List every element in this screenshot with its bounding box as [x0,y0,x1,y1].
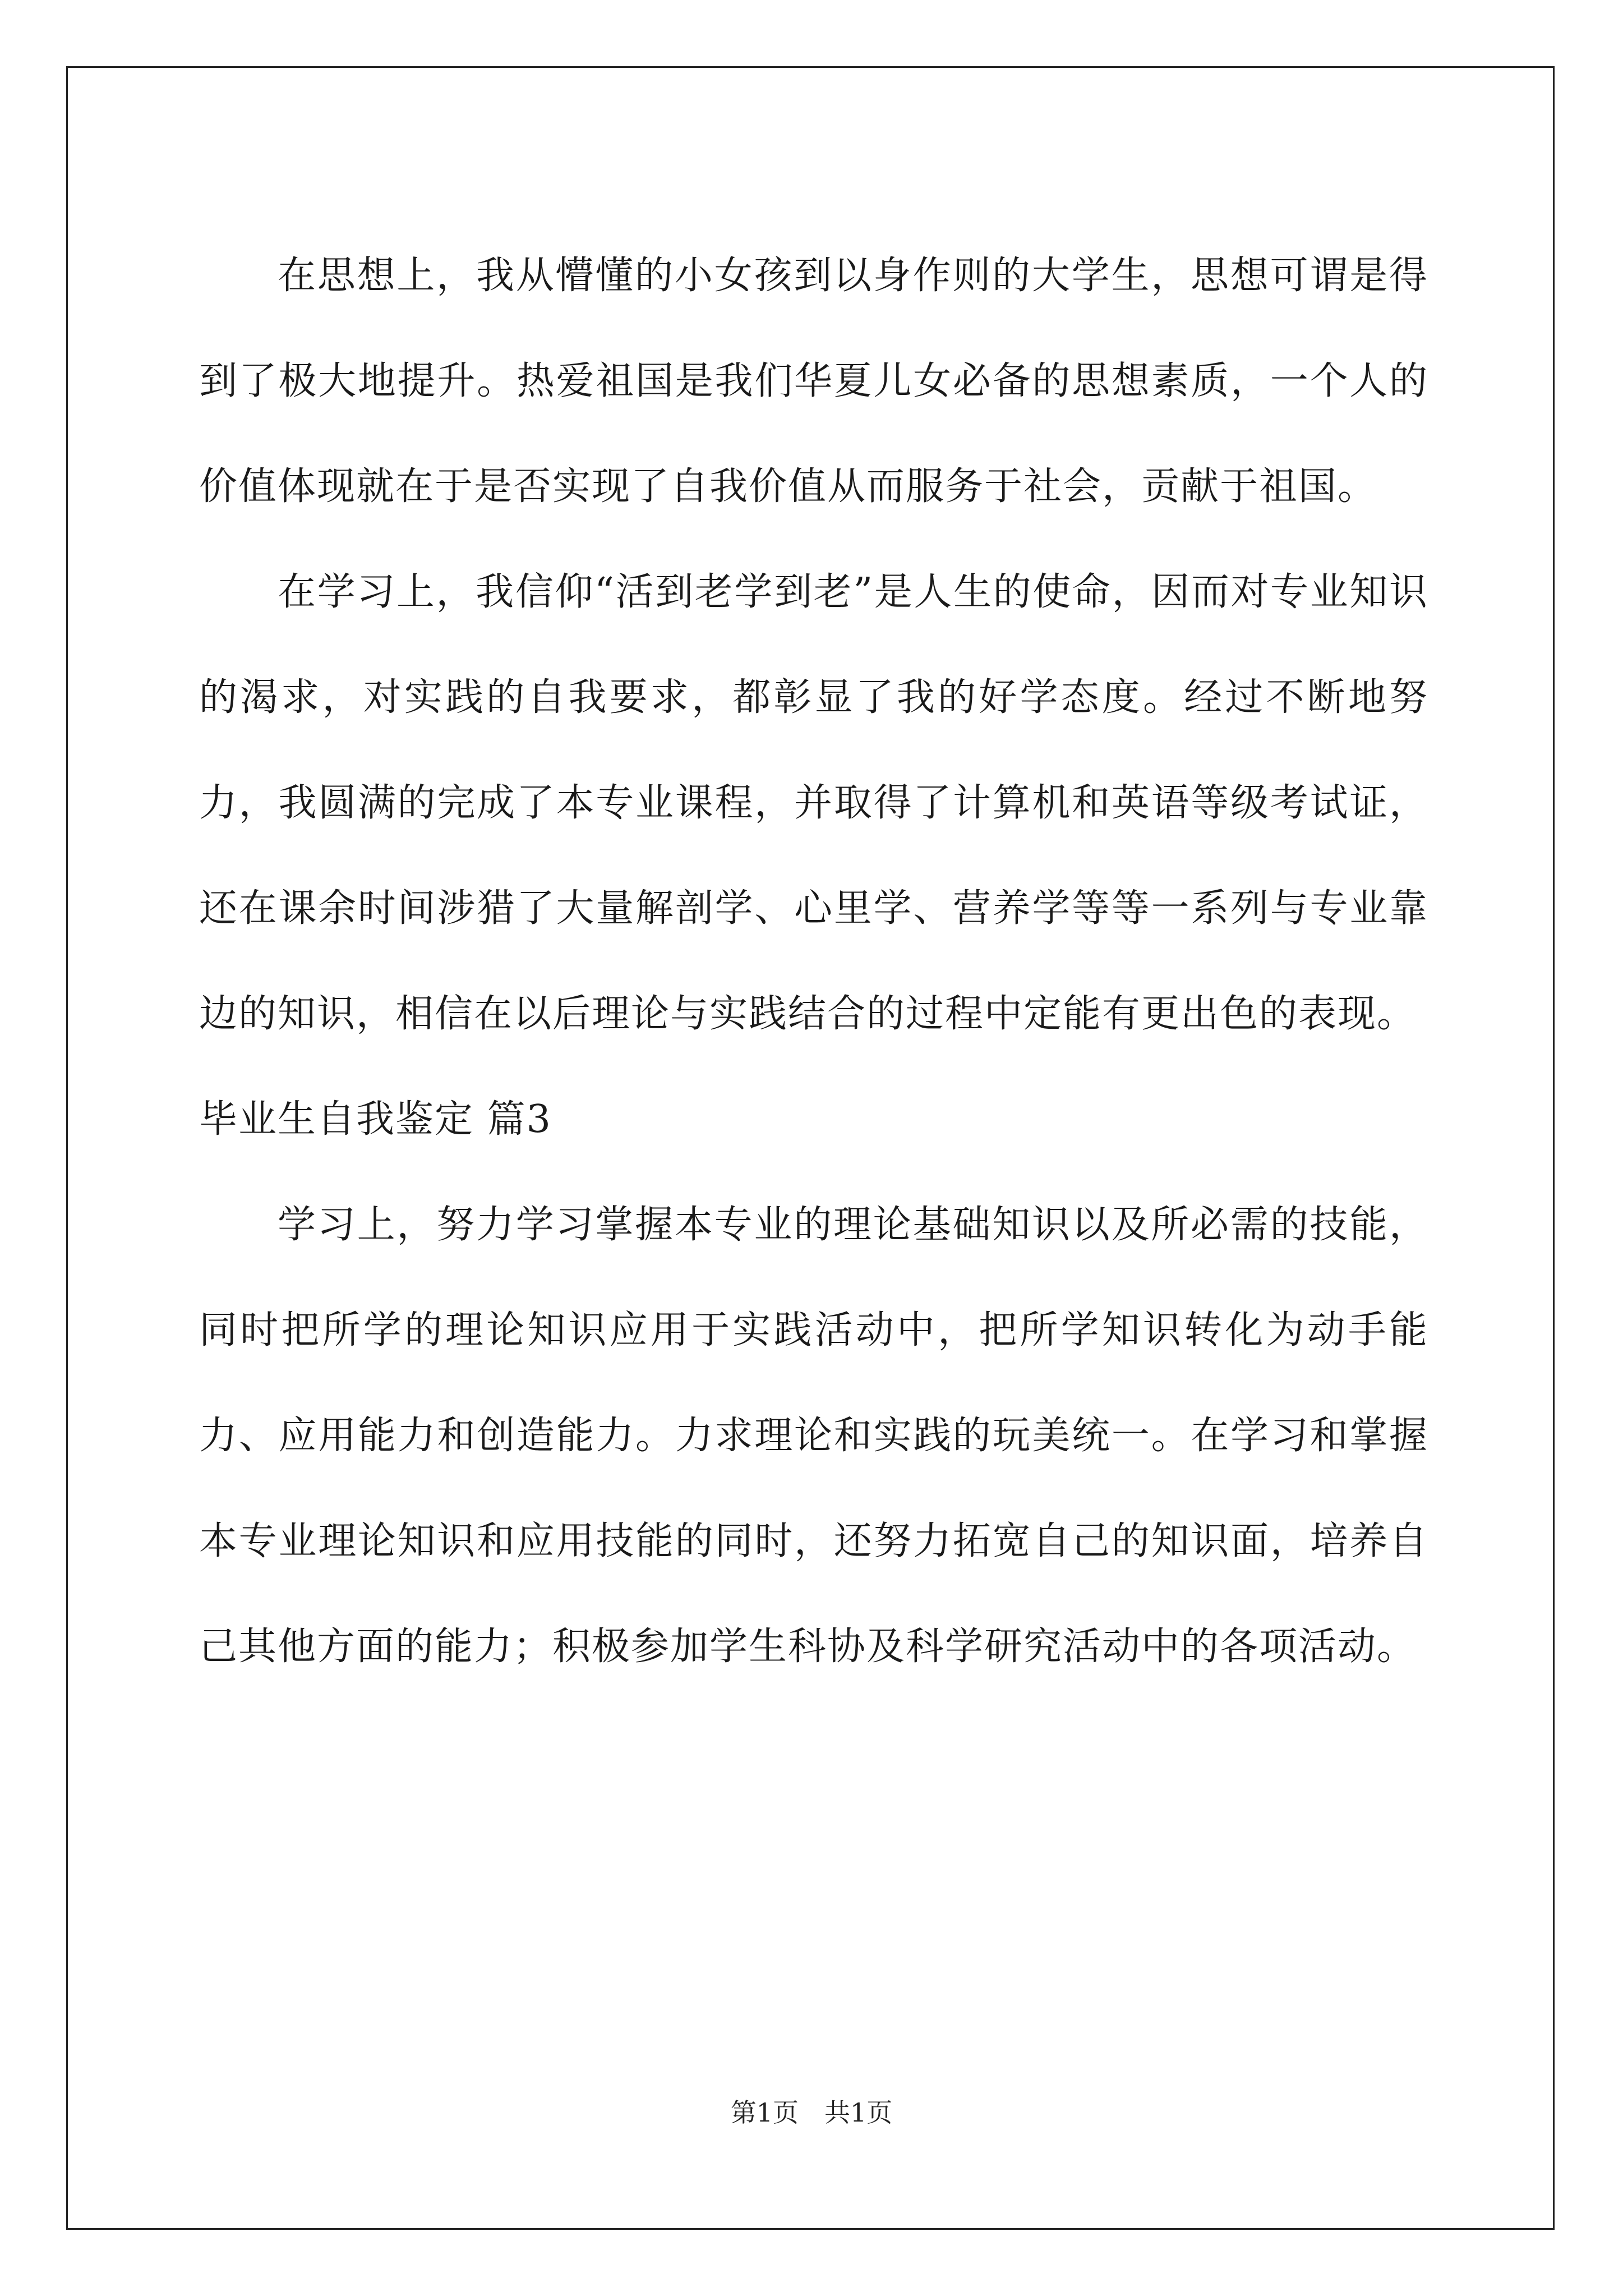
paragraph-study: 在学习上，我信仰“活到老学到老”是人生的使命，因而对专业知识的渴求，对实践的自我要求，都彰显了我的好学态度。经过不断地努力，我圆满的完成了本专业课程，并取得了计算机和英语等级考试证，还在课余时间涉猎了大量解剖学、心里学、营养学等等一系列与专业靠边的知识，相信在以后理论与实践结合的过程中定能有更出色的表现。 [199,570,1428,1036]
page-footer: 第1页 共1页 [730,2097,893,2128]
document-body [199,223,1428,1700]
section-heading: 毕业生自我鉴定 篇3 [199,1097,552,1142]
paragraph-thought: 在思想上，我从懵懂的小女孩到以身作则的大学生，思想可谓是得到了极大地提升。热爱祖国是我们华夏儿女必备的思想素质，一个人的价值体现就在于是否实现了自我价值从而服务于社会，贡献于祖国。 [199,254,1428,509]
paragraph-learning: 学习上，努力学习掌握本专业的理论基础知识以及所必需的技能，同时把所学的理论知识应用于实践活动中，把所学知识转化为动手能力、应用能力和创造能力。力求理论和实践的玩美统一。在学习和掌握本专业理论知识和应用技能的同时，还努力拓宽自己的知识面，培养自己其他方面的能力；积极参加学生科协及科学研究活动中的各项活动。 [199,1203,1428,1669]
